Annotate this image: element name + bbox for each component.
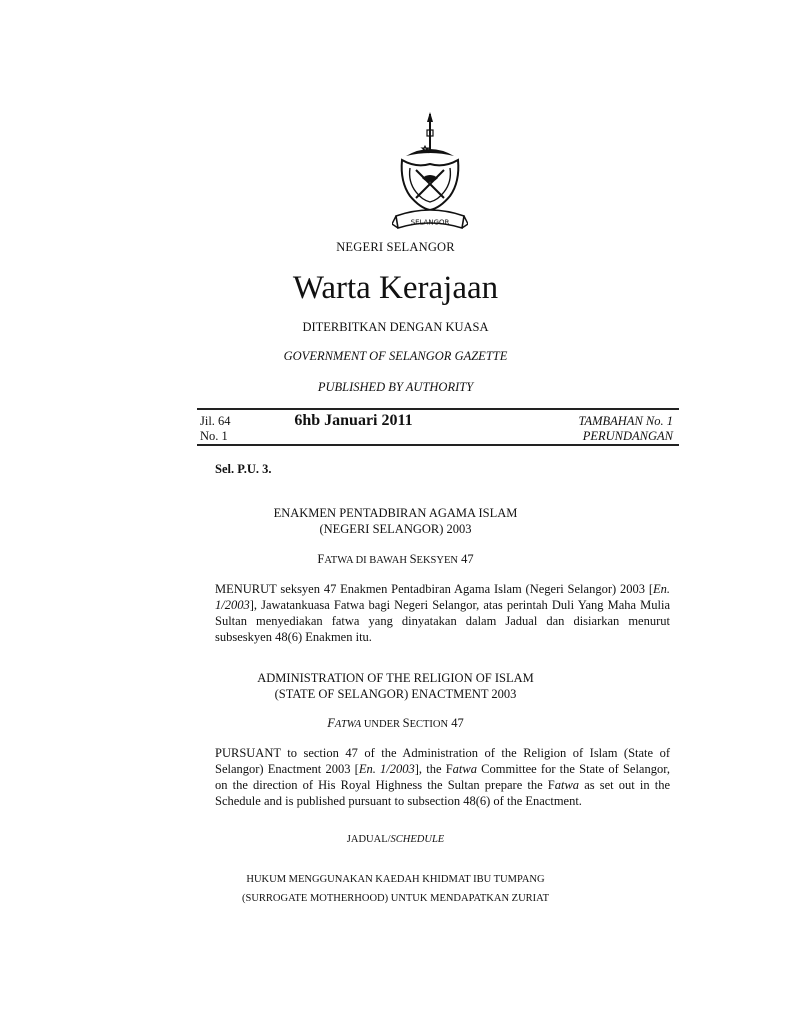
malay-heading-line2: (NEGERI SELANGOR) 2003 <box>319 522 472 536</box>
schedule-topic <box>0 870 791 908</box>
topic-line1: HUKUM MENGGUNAKAN KAEDAH KHIDMAT IBU TUMPANG <box>246 874 545 885</box>
english-heading-line1: ADMINISTRATION OF THE RELIGION OF ISLAM <box>257 671 534 685</box>
english-enactment-heading <box>0 670 791 702</box>
issue-date: 6hb Januari 2011 <box>294 412 413 429</box>
selangor-crest-icon <box>392 112 468 242</box>
english-subheading: FATWA UNDER SECTION 47 <box>327 716 464 730</box>
gazette-name-english: GOVERNMENT OF SELANGOR GAZETTE <box>283 349 508 363</box>
header-rule-top <box>197 408 679 410</box>
english-heading-line2: (STATE OF SELANGOR) ENACTMENT 2003 <box>274 687 517 701</box>
page-title: Warta Kerajaan <box>292 270 499 306</box>
header-rule-bottom <box>197 444 679 446</box>
published-by-authority-english: PUBLISHED BY AUTHORITY <box>317 380 474 394</box>
topic-line2: (SURROGATE MOTHERHOOD) UNTUK MENDAPATKAN ZURIAT <box>241 893 550 904</box>
pu-reference: Sel. P.U. 3. <box>215 462 272 476</box>
volume-number: Jil. 64 <box>200 414 231 428</box>
malay-paragraph: MENURUT seksyen 47 Enakmen Pentadbiran Agama Islam (Negeri Selangor) 2003 [En. 1/2003], Jawatankuasa Fatwa bagi Negeri Selangor, atas perintah Duli Yang Maha Mulia Sultan menyediakan fatwa yang dinyatakan dalam Jadual dan disiarkan menurut subseskyen 48(6) Enakmen itu. <box>215 582 670 644</box>
malay-enactment-heading <box>0 505 791 537</box>
issued-by-authority-malay: DITERBITKAN DENGAN KUASA <box>302 320 489 334</box>
supplement-block <box>578 414 673 444</box>
schedule-heading: JADUAL/SCHEDULE <box>346 834 445 845</box>
malay-heading-line1: ENAKMEN PENTADBIRAN AGAMA ISLAM <box>273 506 518 520</box>
supplement-category: PERUNDANGAN <box>582 429 673 443</box>
issue-number: No. 1 <box>200 429 228 443</box>
malay-subheading: FATWA DI BAWAH SEKSYEN 47 <box>317 552 474 566</box>
english-paragraph: PURSUANT to section 47 of the Administration of the Religion of Islam (State of Selangor) Enactment 2003 [En. 1/2003], the Fatwa Committee for the State of Selangor, on the direction of His Royal Highness the Sultan prepare the Fatwa as set out in the Schedule and is published pursuant to subsection 48(6) of the Enactment. <box>215 746 671 808</box>
crest-scroll-text: SELANGOR <box>410 218 450 227</box>
state-name: NEGERI SELANGOR <box>336 240 455 254</box>
supplement-number: TAMBAHAN No. 1 <box>578 414 673 428</box>
